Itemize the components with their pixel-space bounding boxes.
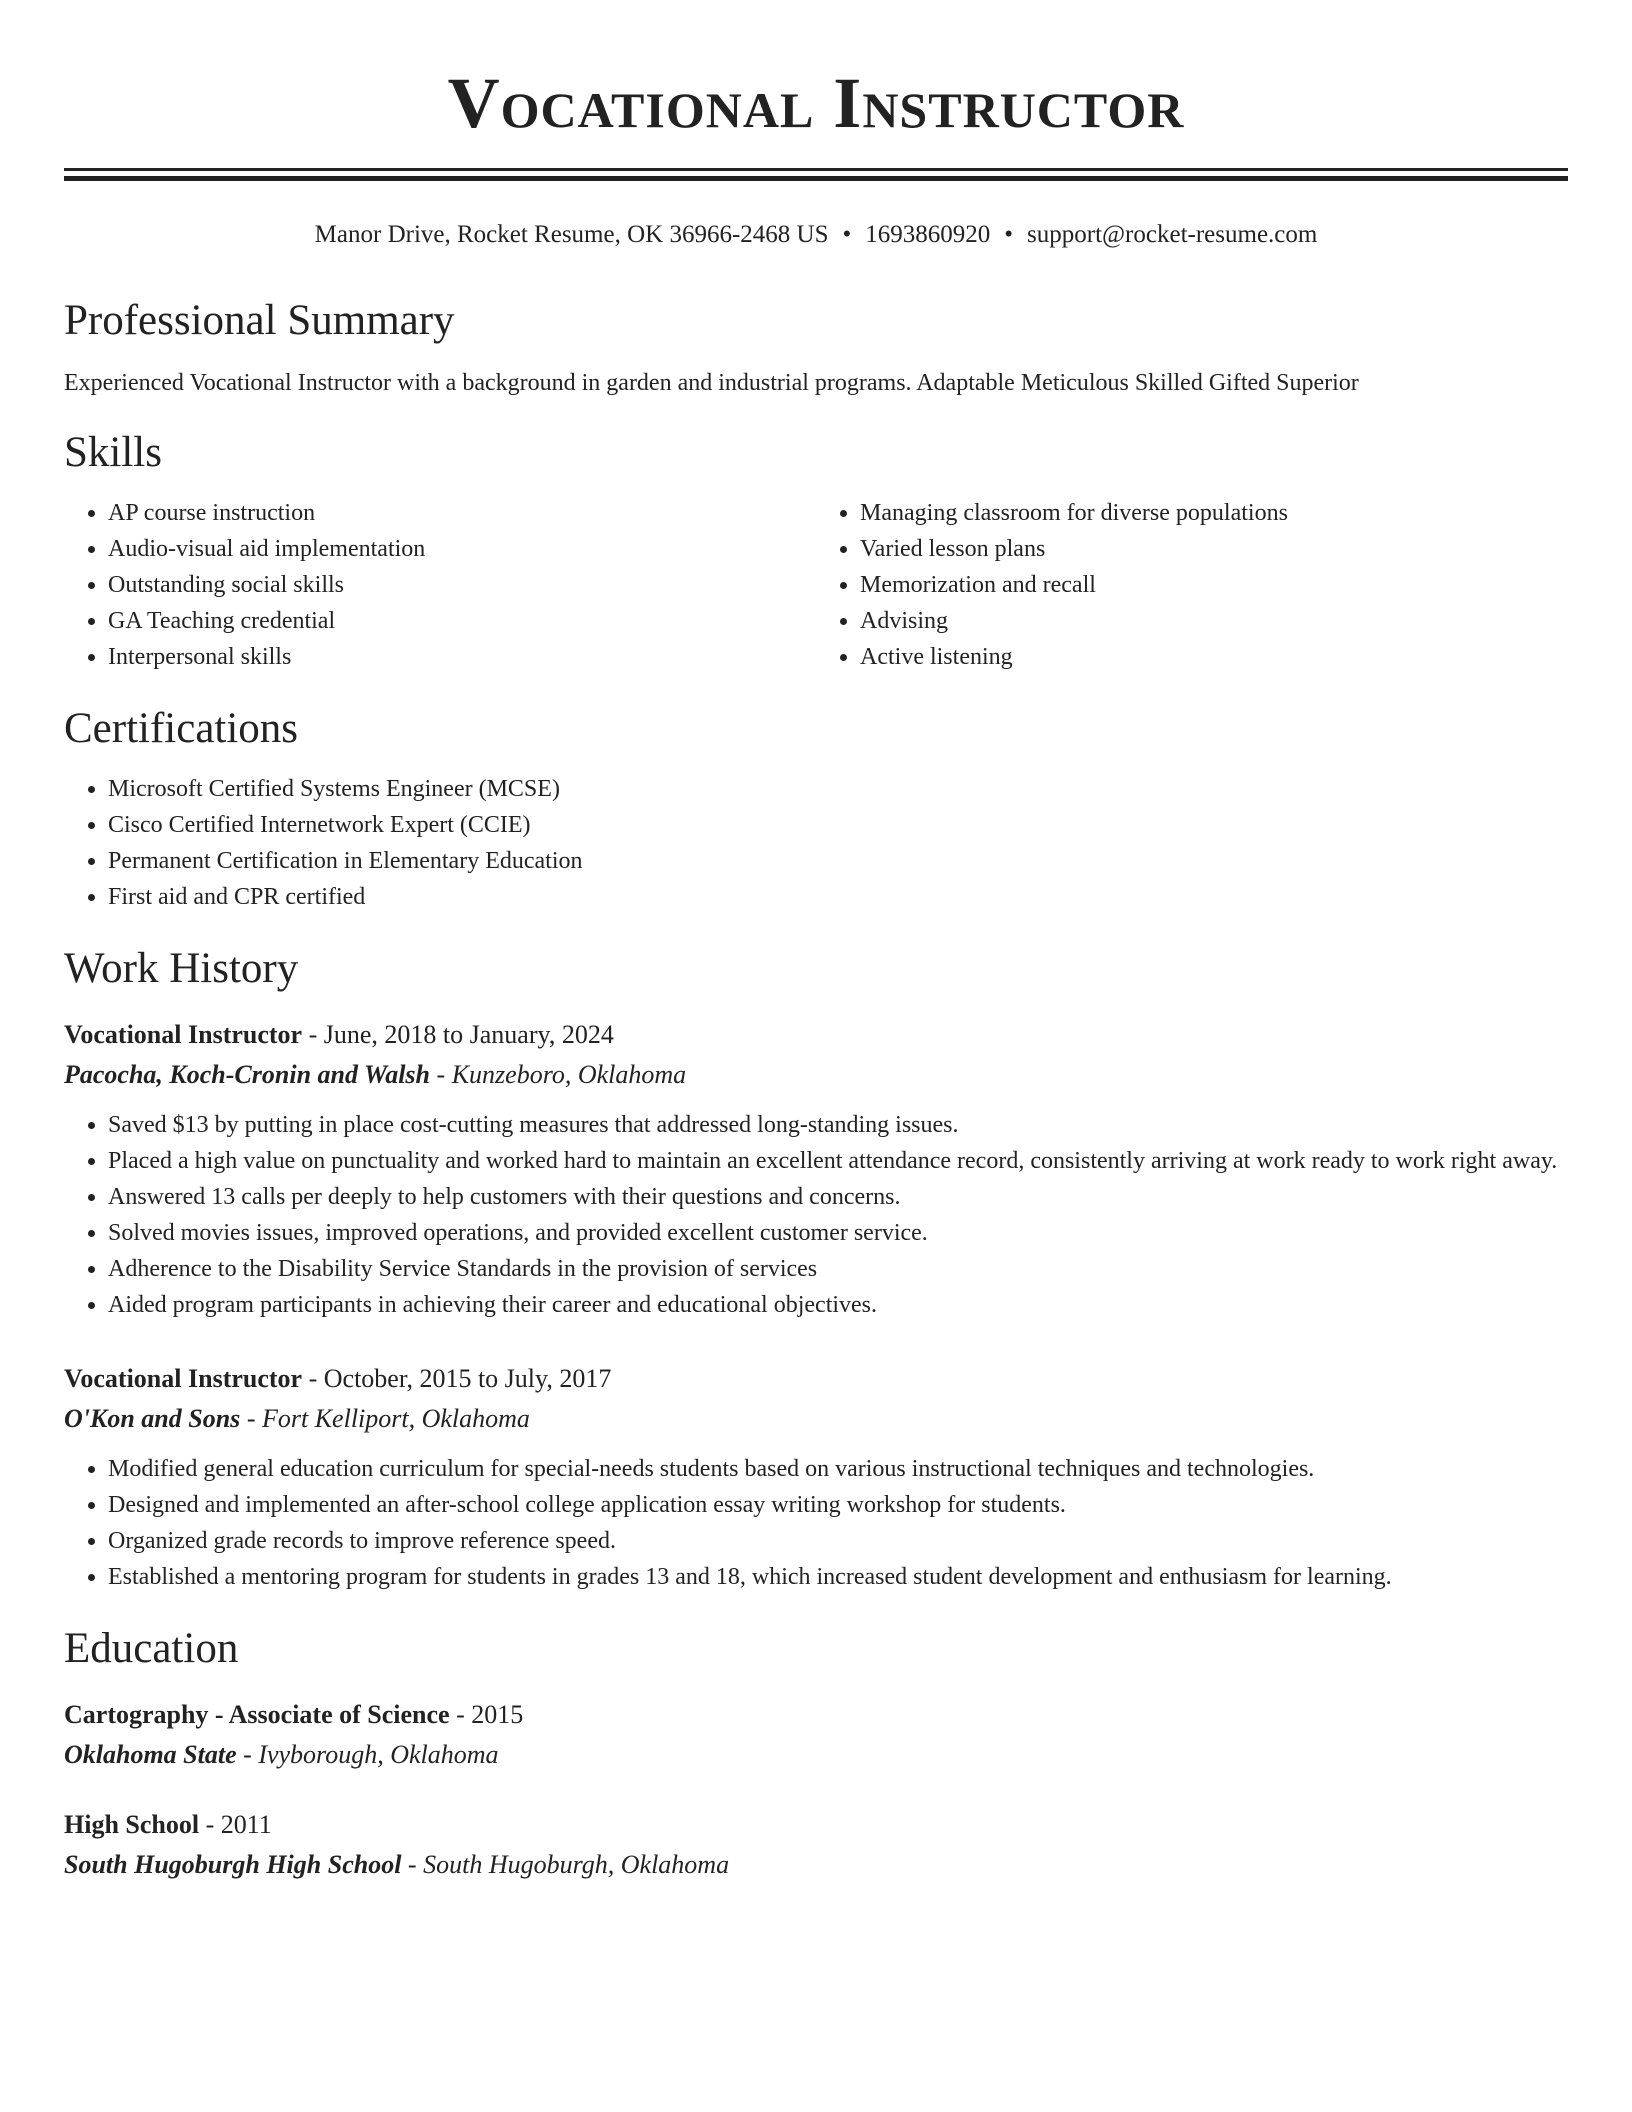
summary-heading: Professional Summary <box>64 297 455 344</box>
job-title: Vocational Instructor <box>64 1364 303 1393</box>
work-history-section <box>64 941 1568 1595</box>
skill-item: • Interpersonal skills <box>108 639 816 675</box>
education-degree: Cartography - Associate of Science <box>64 1700 450 1729</box>
education-degree-line: Cartography - Associate of Science - 2015 <box>64 1700 524 1729</box>
work-history-heading: Work History <box>64 945 299 992</box>
certification-item: • Cisco Certified Internetwork Expert (CCIE) <box>108 807 1568 843</box>
skill-item: • Varied lesson plans <box>860 531 1568 567</box>
skill-item: • Outstanding social skills <box>108 567 816 603</box>
education-heading: Education <box>64 1625 239 1672</box>
job-bullet: • Adherence to the Disability Service Standards in the provision of services <box>108 1251 1568 1287</box>
job-entry <box>64 1015 1568 1323</box>
header-rule-top <box>64 168 1568 171</box>
education-entry <box>64 1805 1568 1885</box>
education-year: 2015 <box>471 1700 524 1729</box>
job-bullet: • Modified general education curriculum for special-needs students based on various instructional techniques and technologies. <box>108 1451 1568 1487</box>
job-dates: June, 2018 to January, 2024 <box>323 1020 614 1049</box>
skills-list-left <box>64 495 816 675</box>
job-bullet: • Organized grade records to improve reference speed. <box>108 1523 1568 1559</box>
education-degree: High School <box>64 1810 200 1839</box>
education-location: Ivyborough, Oklahoma <box>258 1740 499 1769</box>
contact-phone: 1693860920 <box>865 221 991 248</box>
job-location: Fort Kelliport, Oklahoma <box>261 1404 530 1433</box>
header-rule-bottom <box>64 176 1568 181</box>
contact-separator: • <box>842 221 852 248</box>
contact-address: Manor Drive, Rocket Resume, OK 36966-2468 US <box>314 221 829 248</box>
job-dates: October, 2015 to July, 2017 <box>323 1364 612 1393</box>
skill-item: • Advising <box>860 603 1568 639</box>
job-bullet: • Designed and implemented an after-school college application essay writing workshop for students. <box>108 1487 1568 1523</box>
job-bullet: • Placed a high value on punctuality and worked hard to maintain an excellent attendance record, consistently arriving at work ready to work right away. <box>108 1143 1568 1179</box>
job-bullet: • Solved movies issues, improved operations, and provided excellent customer service. <box>108 1215 1568 1251</box>
skills-section <box>64 425 1568 675</box>
skill-item: • GA Teaching credential <box>108 603 816 639</box>
job-location: Kunzeboro, Oklahoma <box>451 1060 687 1089</box>
job-company: Pacocha, Koch-Cronin and Walsh <box>64 1060 431 1089</box>
certifications-list <box>64 771 1568 915</box>
job-company-line: O'Kon and Sons - Fort Kelliport, Oklahoma <box>64 1404 530 1433</box>
education-school-line: South Hugoburgh High School - South Hugoburgh, Oklahoma <box>64 1850 730 1879</box>
job-bullet: • Answered 13 calls per deeply to help customers with their questions and concerns. <box>108 1179 1568 1215</box>
skill-item: • Active listening <box>860 639 1568 675</box>
job-title-line: Vocational Instructor - October, 2015 to July, 2017 <box>64 1364 612 1393</box>
job-title-line: Vocational Instructor - June, 2018 to January, 2024 <box>64 1020 614 1049</box>
summary-text: Experienced Vocational Instructor with a background in garden and industrial programs. Adaptable Meticulous Skilled Gifted Superior <box>64 370 1359 396</box>
job-bullet: • Established a mentoring program for students in grades 13 and 18, which increased student development and enthusiasm for learning. <box>108 1559 1568 1595</box>
education-section <box>64 1621 1568 1885</box>
certification-item: • Microsoft Certified Systems Engineer (MCSE) <box>108 771 1568 807</box>
education-school: South Hugoburgh High School <box>64 1850 402 1879</box>
job-bullets <box>64 1451 1568 1595</box>
contact-email[interactable]: support@rocket-resume.com <box>1027 221 1318 248</box>
skills-list-right <box>816 495 1568 675</box>
education-location: South Hugoburgh, Oklahoma <box>423 1850 730 1879</box>
job-company-line: Pacocha, Koch-Cronin and Walsh - Kunzeboro, Oklahoma <box>64 1060 687 1089</box>
skill-item: • AP course instruction <box>108 495 816 531</box>
skills-grid <box>64 481 1568 675</box>
skill-item: • Audio-visual aid implementation <box>108 531 816 567</box>
job-bullet: • Saved $13 by putting in place cost-cutting measures that addressed long-standing issues. <box>108 1107 1568 1143</box>
education-school: Oklahoma State <box>64 1740 237 1769</box>
skill-item: • Managing classroom for diverse populations <box>860 495 1568 531</box>
skills-heading: Skills <box>64 429 162 476</box>
contact-separator: • <box>1004 221 1014 248</box>
job-company: O'Kon and Sons <box>64 1404 241 1433</box>
education-degree-line: High School - 2011 <box>64 1810 272 1839</box>
job-title: Vocational Instructor <box>64 1020 303 1049</box>
job-entry <box>64 1359 1568 1595</box>
education-year: 2011 <box>220 1810 272 1839</box>
certifications-heading: Certifications <box>64 705 299 752</box>
job-bullets <box>64 1107 1568 1323</box>
education-school-line: Oklahoma State - Ivyborough, Oklahoma <box>64 1740 499 1769</box>
education-entry <box>64 1695 1568 1775</box>
summary-section <box>64 293 1568 399</box>
skill-item: • Memorization and recall <box>860 567 1568 603</box>
resume-name: Vocational Instructor <box>447 63 1185 143</box>
certifications-section <box>64 701 1568 915</box>
certification-item: • First aid and CPR certified <box>108 879 1568 915</box>
job-bullet: • Aided program participants in achieving their career and educational objectives. <box>108 1287 1568 1323</box>
certification-item: • Permanent Certification in Elementary Education <box>108 843 1568 879</box>
contact-line <box>64 219 1568 251</box>
